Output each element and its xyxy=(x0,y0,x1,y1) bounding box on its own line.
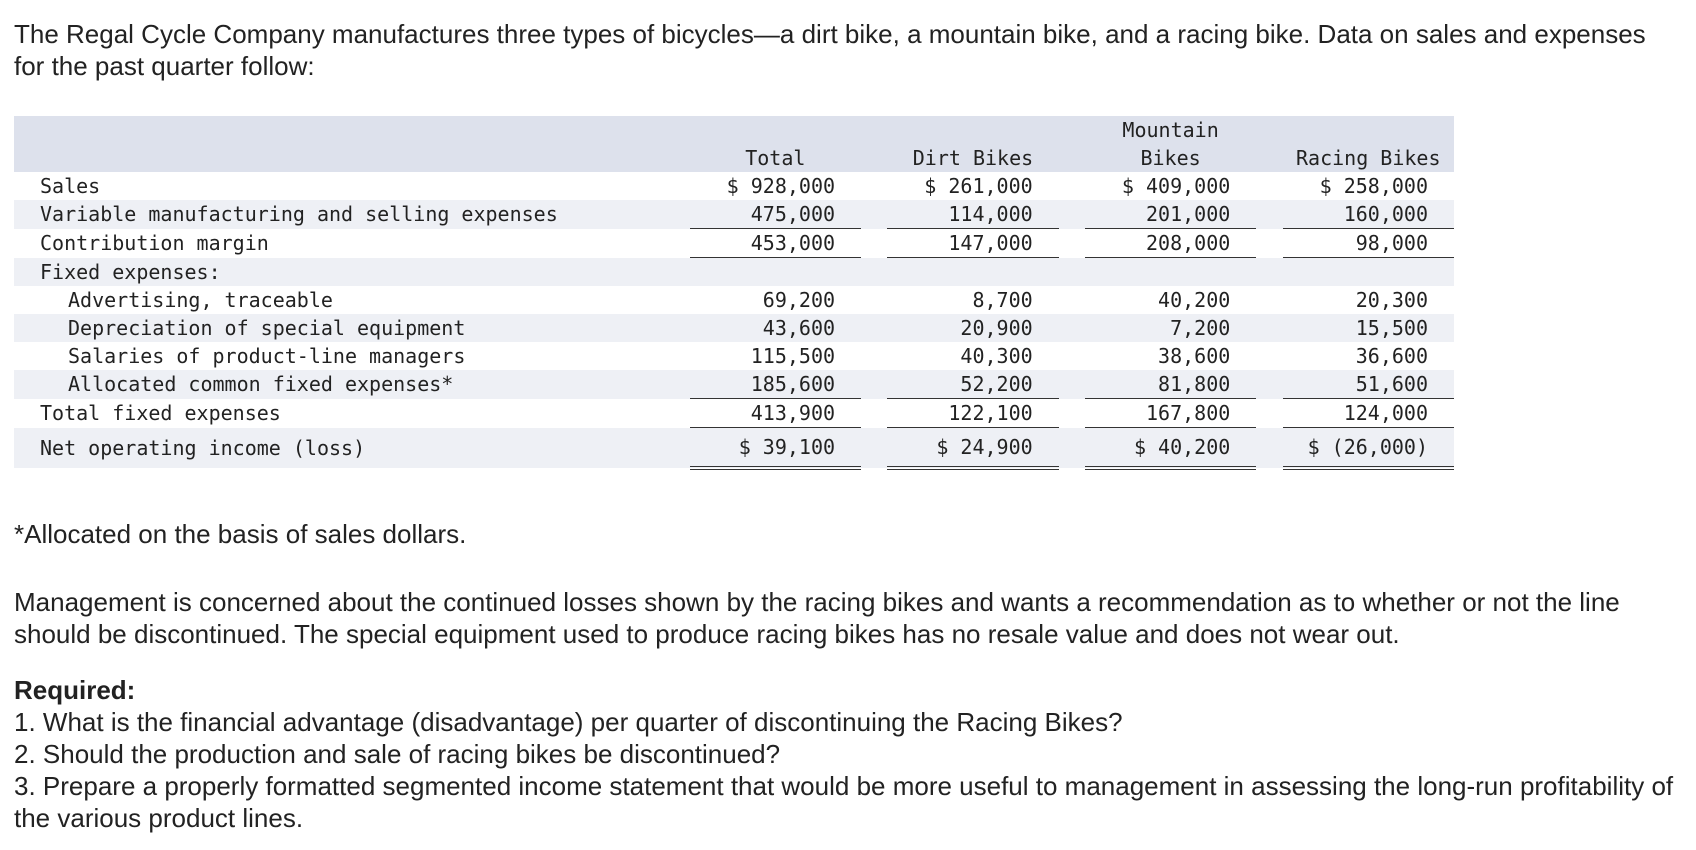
row-label: Depreciation of special equipment xyxy=(14,314,690,342)
cell-racing: $ (26,000) xyxy=(1283,428,1455,468)
income-statement-table-wrap xyxy=(14,116,1454,470)
row-fixed-expenses-header xyxy=(14,258,1454,287)
cell-total: 43,600 xyxy=(690,314,861,342)
header-racing-bikes: Racing Bikes xyxy=(1283,116,1455,172)
cell-racing: $ 258,000 xyxy=(1319,174,1428,198)
row-label: Variable manufacturing and selling expenses xyxy=(14,200,690,229)
cell-dirt: 114,000 xyxy=(887,200,1058,229)
row-contribution-margin xyxy=(14,229,1454,258)
row-label: Sales xyxy=(40,174,101,198)
cell-dirt: 8,700 xyxy=(972,288,1033,312)
cell-dirt: 122,100 xyxy=(887,399,1058,428)
cell-racing: 160,000 xyxy=(1283,200,1455,229)
cell-total: 453,000 xyxy=(690,229,861,258)
income-statement-table xyxy=(14,116,1454,470)
row-advertising xyxy=(14,286,1454,314)
cell-dirt: $ 261,000 xyxy=(924,174,1033,198)
row-label: Total fixed expenses xyxy=(40,401,281,425)
required-item-3: 3. Prepare a properly formatted segmented income statement that would be more useful to management in assessing the long-run profitability of the various product lines. xyxy=(14,771,1674,833)
cell-racing: 51,600 xyxy=(1283,370,1455,399)
cell-total: $ 39,100 xyxy=(690,428,861,468)
cell-mountain: 40,200 xyxy=(1158,288,1231,312)
cell-mountain: $ 40,200 xyxy=(1085,428,1256,468)
required-title: Required: xyxy=(14,675,136,705)
row-salaries xyxy=(14,342,1454,370)
row-total-fixed xyxy=(14,399,1454,428)
cell-mountain: 208,000 xyxy=(1085,229,1256,258)
cell-racing: 98,000 xyxy=(1283,229,1455,258)
cell-dirt: 52,200 xyxy=(887,370,1058,399)
row-label: Advertising, traceable xyxy=(68,288,333,312)
cell-racing: 20,300 xyxy=(1355,288,1428,312)
row-depreciation xyxy=(14,314,1454,342)
cell-racing: 15,500 xyxy=(1283,314,1455,342)
cell-mountain: 7,200 xyxy=(1085,314,1256,342)
cell-dirt: 40,300 xyxy=(960,344,1033,368)
cell-mountain: 167,800 xyxy=(1085,399,1256,428)
cell-mountain: $ 409,000 xyxy=(1121,174,1231,198)
row-label: Salaries of product-line managers xyxy=(68,344,466,368)
cell-dirt: $ 24,900 xyxy=(887,428,1058,468)
header-row xyxy=(14,116,1454,172)
row-label: Contribution margin xyxy=(40,231,269,255)
row-label: Net operating income (loss) xyxy=(14,428,690,468)
cell-dirt: 20,900 xyxy=(887,314,1058,342)
header-total: Total xyxy=(690,116,861,172)
required-item-2: 2. Should the production and sale of racing bikes be discontinued? xyxy=(14,739,781,769)
required-item-1: 1. What is the financial advantage (disadvantage) per quarter of discontinuing the Racing Bikes? xyxy=(14,707,1123,737)
row-sales xyxy=(14,172,1454,200)
cell-total: 413,900 xyxy=(690,399,861,428)
header-mountain-line2: Bikes xyxy=(1140,146,1201,170)
cell-racing: 124,000 xyxy=(1283,399,1455,428)
row-variable-expenses xyxy=(14,200,1454,229)
cell-total: $ 928,000 xyxy=(726,174,836,198)
row-label: Allocated common fixed expenses* xyxy=(14,370,690,399)
cell-total: 115,500 xyxy=(750,344,836,368)
row-net-operating-income xyxy=(14,428,1454,468)
cell-mountain: 81,800 xyxy=(1085,370,1256,399)
cell-racing: 36,600 xyxy=(1355,344,1428,368)
cell-dirt: 147,000 xyxy=(887,229,1058,258)
management-paragraph: Management is concerned about the continued losses shown by the racing bikes and wants a recommendation as to whether or not the line should be discontinued. The special equipment used to produce racing bikes has no resale value and does not wear out. xyxy=(14,587,1620,649)
cell-mountain: 38,600 xyxy=(1158,344,1231,368)
intro-paragraph: The Regal Cycle Company manufactures three types of bicycles—a dirt bike, a mountain bike, and a racing bike. Data on sales and expenses for the past quarter follow: xyxy=(14,19,1646,81)
header-mountain-bikes xyxy=(1085,116,1256,172)
header-dirt-bikes: Dirt Bikes xyxy=(887,116,1058,172)
cell-mountain: 201,000 xyxy=(1085,200,1256,229)
header-mountain-line1: Mountain xyxy=(1122,118,1219,142)
cell-total: 69,200 xyxy=(762,288,836,312)
required-section xyxy=(14,674,1684,834)
cell-total: 475,000 xyxy=(690,200,861,229)
footnote: *Allocated on the basis of sales dollars. xyxy=(14,519,467,549)
row-label: Fixed expenses: xyxy=(14,258,690,287)
cell-total: 185,600 xyxy=(690,370,861,399)
header-label-cell xyxy=(14,116,690,172)
row-allocated-common xyxy=(14,370,1454,399)
